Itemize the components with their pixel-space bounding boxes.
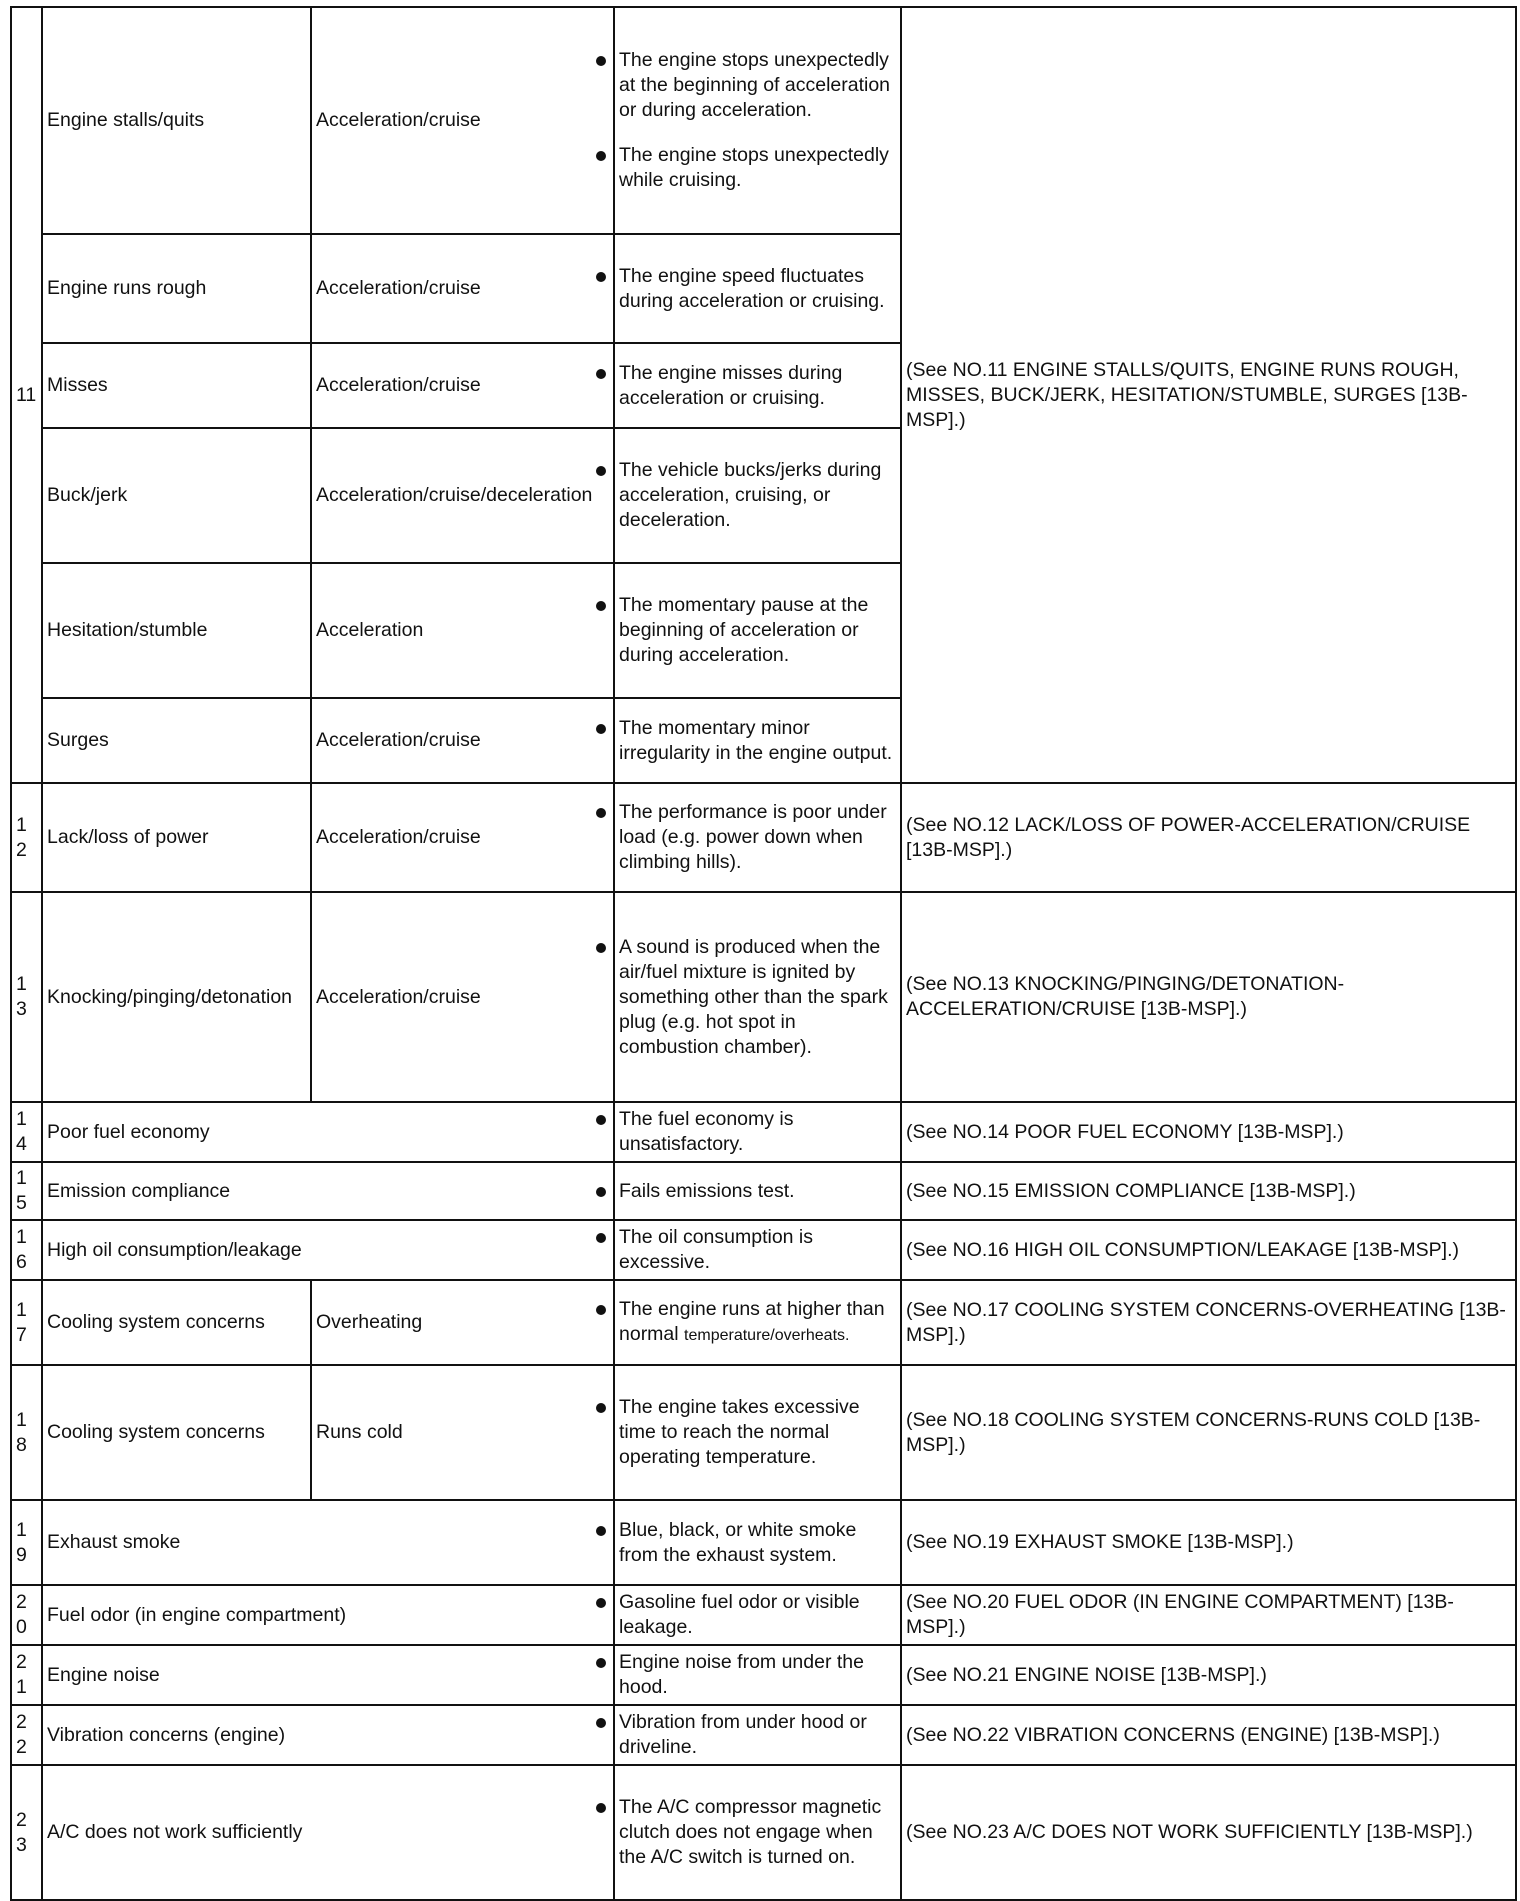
- description-bullet: A sound is produced when the air/fuel mixture is ignited by something other than the spark plug (e.g. hot spot in combustion chamber).: [619, 935, 896, 1060]
- symptom-cell: Cooling system concerns: [42, 1365, 311, 1500]
- row-number: 19: [11, 1500, 42, 1585]
- description-cell: [614, 428, 901, 563]
- row-number: 13: [11, 892, 42, 1102]
- condition-cell: Acceleration/cruise/deceleration: [311, 428, 614, 563]
- reference-cell: (See NO.22 VIBRATION CONCERNS (ENGINE) [13B-MSP].): [901, 1705, 1516, 1765]
- description-bullet: The momentary pause at the beginning of acceleration or during acceleration.: [619, 593, 896, 668]
- symptom-cell: Poor fuel economy: [42, 1102, 614, 1162]
- row-number: 12: [11, 783, 42, 892]
- symptom-cell: Buck/jerk: [42, 428, 311, 563]
- description-cell: [614, 343, 901, 428]
- table-row: [11, 1645, 1516, 1705]
- description-bullet: The engine stops unexpectedly at the beginning of acceleration or during acceleration.: [619, 48, 896, 123]
- symptom-cell: Vibration concerns (engine): [42, 1705, 614, 1765]
- symptom-troubleshooting-table: [10, 6, 1517, 1901]
- description-bullet: The engine misses during acceleration or cruising.: [619, 361, 896, 411]
- symptom-cell: Emission compliance: [42, 1162, 614, 1220]
- reference-cell: (See NO.17 COOLING SYSTEM CONCERNS-OVERHEATING [13B-MSP].): [901, 1280, 1516, 1365]
- description-bullet: The A/C compressor magnetic clutch does not engage when the A/C switch is turned on.: [619, 1795, 896, 1870]
- reference-cell: (See NO.21 ENGINE NOISE [13B-MSP].): [901, 1645, 1516, 1705]
- table-row: [11, 1765, 1516, 1900]
- table-row: [11, 783, 1516, 892]
- condition-cell: Acceleration/cruise: [311, 234, 614, 343]
- reference-cell: (See NO.15 EMISSION COMPLIANCE [13B-MSP].): [901, 1162, 1516, 1220]
- row-number: 21: [11, 1645, 42, 1705]
- description-bullet: The momentary minor irregularity in the engine output.: [619, 716, 896, 766]
- table-row: [11, 1585, 1516, 1645]
- table-row: [11, 1500, 1516, 1585]
- reference-cell: (See NO.20 FUEL ODOR (IN ENGINE COMPARTMENT) [13B-MSP].): [901, 1585, 1516, 1645]
- description-bullet: The engine speed fluctuates during acceleration or cruising.: [619, 264, 896, 314]
- condition-cell: Acceleration: [311, 563, 614, 698]
- condition-cell: Acceleration/cruise: [311, 343, 614, 428]
- row-number: 22: [11, 1705, 42, 1765]
- reference-cell: (See NO.23 A/C DOES NOT WORK SUFFICIENTLY [13B-MSP].): [901, 1765, 1516, 1900]
- table-row: [11, 1220, 1516, 1280]
- description-cell: [614, 783, 901, 892]
- description-bullet: The performance is poor under load (e.g. power down when climbing hills).: [619, 800, 896, 875]
- symptom-cell: Lack/loss of power: [42, 783, 311, 892]
- description-bullet: The vehicle bucks/jerks during acceleration, cruising, or deceleration.: [619, 458, 896, 533]
- description-text: The engine runs at higher than normal: [619, 1298, 885, 1345]
- reference-cell: (See NO.12 LACK/LOSS OF POWER-ACCELERATION/CRUISE [13B-MSP].): [901, 783, 1516, 892]
- condition-cell: Acceleration/cruise: [311, 7, 614, 234]
- reference-cell: (See NO.13 KNOCKING/PINGING/DETONATION-ACCELERATION/CRUISE [13B-MSP].): [901, 892, 1516, 1102]
- row-number: 15: [11, 1162, 42, 1220]
- description-bullet: Engine noise from under the hood.: [619, 1650, 896, 1700]
- condition-cell: Acceleration/cruise: [311, 783, 614, 892]
- symptom-cell: High oil consumption/leakage: [42, 1220, 614, 1280]
- row-number: 16: [11, 1220, 42, 1280]
- description-cell: [614, 234, 901, 343]
- symptom-cell: Hesitation/stumble: [42, 563, 311, 698]
- description-cell: [614, 698, 901, 783]
- symptom-cell: Engine noise: [42, 1645, 614, 1705]
- symptom-cell: Cooling system concerns: [42, 1280, 311, 1365]
- condition-cell: Acceleration/cruise: [311, 698, 614, 783]
- reference-cell: (See NO.11 ENGINE STALLS/QUITS, ENGINE RUNS ROUGH, MISSES, BUCK/JERK, HESITATION/STUMBLE, SURGES [13B-MSP].): [901, 7, 1516, 783]
- description-cell: [614, 1365, 901, 1500]
- reference-cell: (See NO.16 HIGH OIL CONSUMPTION/LEAKAGE [13B-MSP].): [901, 1220, 1516, 1280]
- row-number: 23: [11, 1765, 42, 1900]
- condition-cell: Overheating: [311, 1280, 614, 1365]
- description-cell: [614, 7, 901, 234]
- description-cell: [614, 1585, 901, 1645]
- table-row: [11, 1280, 1516, 1365]
- symptom-cell: Engine runs rough: [42, 234, 311, 343]
- description-cell: [614, 1765, 901, 1900]
- description-cell: [614, 892, 901, 1102]
- description-bullet: Gasoline fuel odor or visible leakage.: [619, 1590, 896, 1640]
- condition-cell: Runs cold: [311, 1365, 614, 1500]
- reference-cell: (See NO.19 EXHAUST SMOKE [13B-MSP].): [901, 1500, 1516, 1585]
- symptom-cell: Misses: [42, 343, 311, 428]
- symptom-cell: Exhaust smoke: [42, 1500, 614, 1585]
- description-bullet: Vibration from under hood or driveline.: [619, 1710, 896, 1760]
- condition-cell: Acceleration/cruise: [311, 892, 614, 1102]
- symptom-cell: Surges: [42, 698, 311, 783]
- description-cell: [614, 563, 901, 698]
- description-bullet: The engine stops unexpectedly while cruising.: [619, 143, 896, 193]
- row-number: 11: [11, 7, 42, 783]
- description-text-small: temperature/overheats.: [684, 1327, 850, 1344]
- table-row: [11, 892, 1516, 1102]
- description-cell: [614, 1280, 901, 1365]
- symptom-cell: Fuel odor (in engine compartment): [42, 1585, 614, 1645]
- description-cell: [614, 1705, 901, 1765]
- row-number: 17: [11, 1280, 42, 1365]
- description-cell: [614, 1162, 901, 1220]
- reference-cell: (See NO.14 POOR FUEL ECONOMY [13B-MSP].): [901, 1102, 1516, 1162]
- table-row: [11, 1162, 1516, 1220]
- table-row: [11, 7, 1516, 234]
- table-row: [11, 1705, 1516, 1765]
- row-number: 18: [11, 1365, 42, 1500]
- row-number: 14: [11, 1102, 42, 1162]
- description-bullet: [619, 1297, 896, 1348]
- description-cell: [614, 1220, 901, 1280]
- table-row: [11, 1365, 1516, 1500]
- description-cell: [614, 1500, 901, 1585]
- description-cell: [614, 1645, 901, 1705]
- row-number: 20: [11, 1585, 42, 1645]
- symptom-cell: Knocking/pinging/detonation: [42, 892, 311, 1102]
- table-row: [11, 1102, 1516, 1162]
- reference-cell: (See NO.18 COOLING SYSTEM CONCERNS-RUNS COLD [13B-MSP].): [901, 1365, 1516, 1500]
- description-bullet: The fuel economy is unsatisfactory.: [619, 1107, 896, 1157]
- description-bullet: The oil consumption is excessive.: [619, 1225, 896, 1275]
- symptom-cell: Engine stalls/quits: [42, 7, 311, 234]
- description-cell: [614, 1102, 901, 1162]
- description-bullet: The engine takes excessive time to reach the normal operating temperature.: [619, 1395, 896, 1470]
- description-bullet: Fails emissions test.: [619, 1179, 896, 1204]
- symptom-cell: A/C does not work sufficiently: [42, 1765, 614, 1900]
- description-bullet: Blue, black, or white smoke from the exhaust system.: [619, 1518, 896, 1568]
